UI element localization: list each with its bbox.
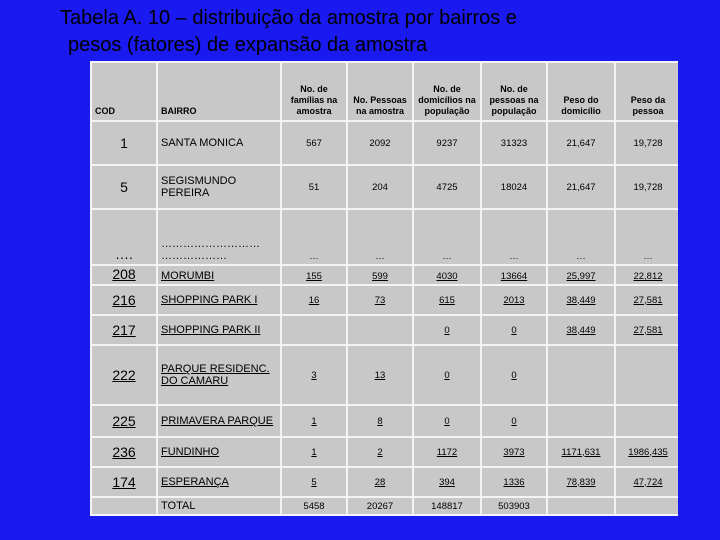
table-row [92, 316, 678, 344]
cell-cod: 225 [92, 406, 156, 436]
cell-pessoas-pop: 1336 [482, 468, 546, 496]
cell-cod: 208 [92, 266, 156, 284]
cell-peso-dom: … [548, 210, 614, 264]
cell-familias: 1 [282, 406, 346, 436]
cell-familias: 567 [282, 122, 346, 164]
table-row [92, 346, 678, 404]
cell-cod: 217 [92, 316, 156, 344]
cell-familias [282, 316, 346, 344]
table-row [92, 122, 678, 164]
cell-peso-dom: 78,839 [548, 468, 614, 496]
cell-peso-dom: 38,449 [548, 316, 614, 344]
table-row [92, 406, 678, 436]
cell-cod: 222 [92, 346, 156, 404]
cell-peso-pes: … [616, 210, 678, 264]
cell-bairro: SHOPPING PARK I [158, 286, 280, 314]
cell-familias: 1 [282, 438, 346, 466]
cell-pessoas [348, 316, 412, 344]
cell-familias: 3 [282, 346, 346, 404]
cell-peso-pes: 19,728 [616, 166, 678, 208]
cell-cod: 5 [92, 166, 156, 208]
header-pessoas: No. Pessoas na amostra [348, 63, 412, 120]
cell-domicilios: 394 [414, 468, 480, 496]
total-cell-peso-pes [616, 498, 678, 514]
total-cell-peso-dom [548, 498, 614, 514]
cell-bairro: ESPERANÇA [158, 468, 280, 496]
cell-cod: 216 [92, 286, 156, 314]
cell-peso-dom: 21,647 [548, 166, 614, 208]
cell-bairro: PRIMAVERA PARQUE [158, 406, 280, 436]
cell-pessoas: 2092 [348, 122, 412, 164]
cell-peso-pes: 27,581 [616, 286, 678, 314]
cell-domicilios: 9237 [414, 122, 480, 164]
header-pessoas-pop: No. de pessoas na população [482, 63, 546, 120]
cell-domicilios: 4725 [414, 166, 480, 208]
cell-pessoas-pop: 0 [482, 316, 546, 344]
cell-bairro: SHOPPING PARK II [158, 316, 280, 344]
header-cod: COD [92, 63, 156, 120]
cell-pessoas: 13 [348, 346, 412, 404]
cell-peso-dom [548, 406, 614, 436]
table-header-row [92, 63, 678, 120]
cell-cod: 1 [92, 122, 156, 164]
cell-pessoas: 73 [348, 286, 412, 314]
cell-pessoas: 28 [348, 468, 412, 496]
total-cell-cod [92, 498, 156, 514]
cell-peso-dom: 38,449 [548, 286, 614, 314]
cell-bairro: SEGISMUNDO PEREIRA [158, 166, 280, 208]
cell-peso-pes [616, 346, 678, 404]
total-cell-pessoas-pop: 503903 [482, 498, 546, 514]
cell-bairro: PARQUE RESIDENC. DO CAMARU [158, 346, 280, 404]
cell-cod: 174 [92, 468, 156, 496]
sample-distribution-table [90, 61, 678, 516]
total-cell-domicilios: 148817 [414, 498, 480, 514]
table-row [92, 286, 678, 314]
cell-peso-dom: 21,647 [548, 122, 614, 164]
cell-pessoas-pop: 18024 [482, 166, 546, 208]
table-row [92, 266, 678, 284]
cell-bairro: MORUMBI [158, 266, 280, 284]
cell-bairro: FUNDINHO [158, 438, 280, 466]
title-line-1: Tabela A. 10 – distribuição da amostra por bairros e [60, 7, 517, 29]
header-bairro: BAIRRO [158, 63, 280, 120]
cell-peso-pes: 22,812 [616, 266, 678, 284]
cell-pessoas: … [348, 210, 412, 264]
cell-domicilios: 1172 [414, 438, 480, 466]
cell-peso-pes: 19,728 [616, 122, 678, 164]
cell-familias: 5 [282, 468, 346, 496]
cell-cod: …. [92, 210, 156, 264]
cell-domicilios: … [414, 210, 480, 264]
cell-pessoas-pop: 13664 [482, 266, 546, 284]
table-row [92, 210, 678, 264]
cell-peso-dom: 25,997 [548, 266, 614, 284]
table-total-row [92, 498, 678, 514]
total-cell-bairro: TOTAL [158, 498, 280, 514]
total-cell-familias: 5458 [282, 498, 346, 514]
cell-familias: 16 [282, 286, 346, 314]
cell-peso-pes: 27,581 [616, 316, 678, 344]
cell-pessoas: 204 [348, 166, 412, 208]
cell-peso-pes: 1986,435 [616, 438, 678, 466]
data-table-container [90, 61, 678, 516]
cell-cod: 236 [92, 438, 156, 466]
table-row [92, 166, 678, 208]
cell-domicilios: 0 [414, 406, 480, 436]
cell-domicilios: 4030 [414, 266, 480, 284]
table-row [92, 468, 678, 496]
cell-pessoas: 8 [348, 406, 412, 436]
title-line-2: pesos (fatores) de expansão da amostra [68, 34, 428, 56]
cell-peso-dom: 1171,631 [548, 438, 614, 466]
header-peso-domicilio: Peso do domicílio [548, 63, 614, 120]
cell-peso-pes: 47,724 [616, 468, 678, 496]
cell-pessoas-pop: 31323 [482, 122, 546, 164]
header-familias: No. de famílias na amostra [282, 63, 346, 120]
cell-pessoas-pop: 0 [482, 346, 546, 404]
header-domicilios: No. de domicílios na população [414, 63, 480, 120]
cell-pessoas-pop: … [482, 210, 546, 264]
cell-domicilios: 0 [414, 316, 480, 344]
cell-familias: 155 [282, 266, 346, 284]
header-peso-pessoa: Peso da pessoa [616, 63, 678, 120]
cell-peso-pes [616, 406, 678, 436]
cell-pessoas-pop: 3973 [482, 438, 546, 466]
cell-pessoas: 2 [348, 438, 412, 466]
cell-pessoas-pop: 0 [482, 406, 546, 436]
cell-familias: 51 [282, 166, 346, 208]
cell-pessoas-pop: 2013 [482, 286, 546, 314]
cell-bairro: SANTA MONICA [158, 122, 280, 164]
cell-peso-dom [548, 346, 614, 404]
slide-title [60, 5, 700, 59]
cell-domicilios: 615 [414, 286, 480, 314]
cell-domicilios: 0 [414, 346, 480, 404]
cell-pessoas: 599 [348, 266, 412, 284]
cell-bairro: ……………………… ……………… [158, 210, 280, 264]
cell-familias: … [282, 210, 346, 264]
table-row [92, 438, 678, 466]
total-cell-pessoas: 20267 [348, 498, 412, 514]
